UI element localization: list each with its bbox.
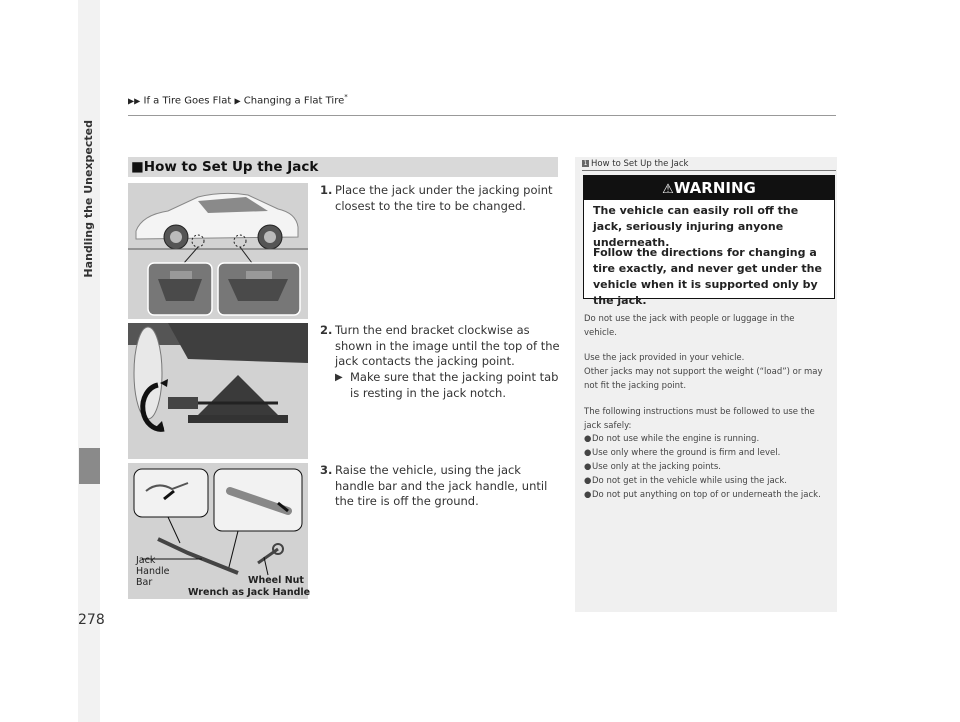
warning-triangle-icon: ⚠ (662, 182, 674, 197)
warning-header (584, 176, 834, 200)
sidebar-bullet-item: ● Use only at the jacking points. (584, 461, 829, 475)
breadcrumb (128, 93, 348, 106)
bullet-icon: ● (584, 490, 592, 500)
sidebar-paragraph-1: Do not use the jack with people or luggage in the vehicle. (584, 314, 795, 338)
label-wrench: Wrench as Jack Handle (188, 587, 311, 598)
step-3 (320, 463, 560, 510)
step-2-note (335, 370, 560, 401)
sidebar-rule (582, 170, 836, 171)
step-number: 3. (320, 463, 333, 477)
section-marker-icon: ■ (131, 159, 144, 175)
label-jack-handle-bar: Jack Handle Bar (136, 555, 170, 588)
bullet-icon: ● (584, 476, 592, 486)
side-tab-label[interactable]: Handling the Unexpected (82, 120, 95, 278)
header-rule (128, 115, 836, 116)
step-text: Raise the vehicle, using the jack handle bar and the jack handle, until the tire is off the ground. (335, 463, 548, 508)
side-tab-marker (79, 448, 100, 484)
breadcrumb-star: * (344, 93, 348, 101)
note-arrow-icon: ▶ (335, 372, 343, 383)
bullet-icon: ● (584, 448, 592, 458)
sidebar-title: 1 How to Set Up the Jack (583, 159, 689, 169)
label-wheel-nut: Wheel Nut (248, 575, 304, 586)
step-text: Place the jack under the jacking point closest to the tire to be changed. (335, 183, 553, 213)
section-title: How to Set Up the Jack (143, 159, 319, 175)
step-number: 2. (320, 323, 333, 337)
warning-text-2: Follow the directions for changing a tire exactly, and never get under the vehicle when it is supported only by the jack. (593, 246, 822, 307)
breadcrumb-arrow-icon: ▶▶ (128, 96, 141, 106)
breadcrumb-item-changing[interactable]: Changing a Flat Tire (243, 95, 345, 107)
bullet-icon: ● (584, 434, 592, 444)
reference-marker-icon: 1 (583, 160, 588, 167)
step-number: 1. (320, 183, 333, 197)
jack-rotation-image (128, 323, 308, 459)
section-header (128, 157, 558, 177)
sidebar-paragraph-3: The following instructions must be followed to use the jack safely: (584, 407, 815, 431)
sidebar-bullet-item: ● Use only where the ground is firm and level. (584, 447, 829, 461)
note-text: Make sure that the jacking point tab is resting in the jack notch. (350, 370, 559, 400)
jack-handle-image (128, 463, 311, 599)
warning-text-1: The vehicle can easily roll off the jack, seriously injuring anyone underneath. (593, 204, 799, 249)
sidebar-bullet-item: ● Do not use while the engine is running. (584, 433, 829, 447)
step-2 (320, 323, 560, 370)
step-1 (320, 183, 560, 214)
warning-title: WARNING (673, 179, 756, 197)
breadcrumb-arrow-icon: ▶ (234, 96, 241, 106)
step-text: Turn the end bracket clockwise as shown in the image until the top of the jack contacts the jacking point. (335, 323, 560, 368)
page-number: 278 (78, 612, 105, 628)
sidebar-paragraph-2b: Other jacks may not support the weight (“load”) or may not fit the jacking point. (584, 367, 823, 391)
car-jacking-points-image (128, 183, 308, 319)
sidebar-bullet-item: ● Do not put anything on top of or underneath the jack. (584, 489, 829, 503)
breadcrumb-item-flat-tire[interactable]: If a Tire Goes Flat (143, 95, 232, 107)
sidebar-bullet-item: ● Do not get in the vehicle while using the jack. (584, 475, 829, 489)
sidebar-paragraph-2a: Use the jack provided in your vehicle. (584, 353, 745, 363)
bullet-icon: ● (584, 462, 592, 472)
